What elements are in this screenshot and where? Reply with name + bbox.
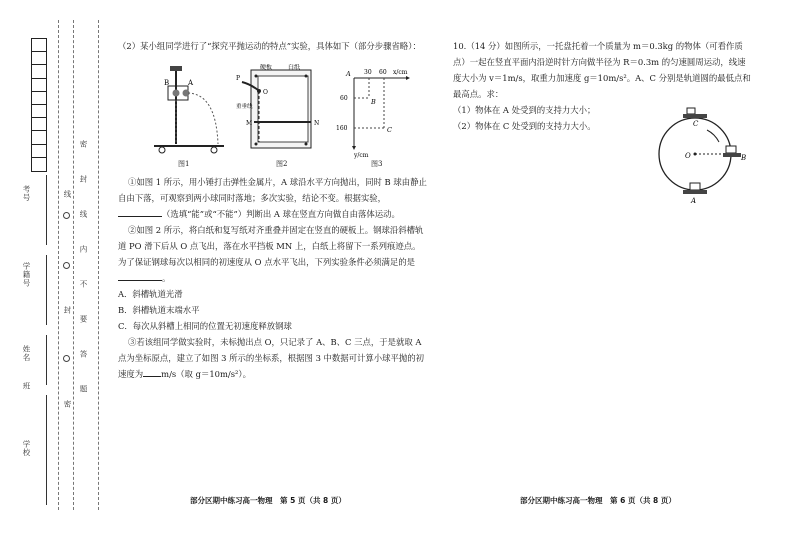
seal-circle bbox=[63, 355, 70, 362]
fig3-tick-30: 30 bbox=[364, 69, 372, 76]
fig3-label-B: B bbox=[371, 98, 376, 106]
question-part-2 bbox=[118, 222, 428, 286]
fig2-label-paper: 白纸 bbox=[288, 64, 301, 71]
q2-answer-blank[interactable] bbox=[118, 271, 162, 281]
fig2-label-P: P bbox=[236, 75, 241, 82]
circle-label-O: O bbox=[685, 152, 691, 160]
fig3-tick-y60: 60 bbox=[340, 95, 348, 102]
fig3-x-unit: x/cm bbox=[393, 69, 408, 76]
question-10-sub-1: （1）物体在 A 处受到的支持力大小； bbox=[453, 105, 596, 115]
fig2-label-board: 硬板 bbox=[260, 64, 273, 71]
seal-text-7: 答 bbox=[79, 350, 88, 359]
figure-2-caption: 图2 bbox=[276, 160, 288, 168]
exam-number-grid[interactable] bbox=[31, 38, 47, 172]
exam-number-line bbox=[46, 175, 47, 245]
binding-strip bbox=[0, 0, 110, 540]
seal-dashed-line-3 bbox=[98, 20, 99, 510]
q2-text-a: ②如图 2 所示，将白纸和复写纸对齐重叠并固定在竖直的硬板上。钢球沿斜槽轨道 PO 滑下后从 O 点飞出，落在水平挡板 MN 上，白纸上将留下一系列痕迹点。为了保证钢球每次以相同的初速度从 O 点水平飞出，下列实验条件必须满足的是 bbox=[118, 225, 424, 267]
line-text-2: 封 bbox=[63, 306, 72, 315]
seal-text-1: 密 bbox=[79, 140, 88, 149]
school-label: 学校 bbox=[22, 440, 31, 457]
seal-circle bbox=[63, 262, 70, 269]
seal-circle bbox=[63, 212, 70, 219]
fig3-label-A: A bbox=[346, 70, 351, 78]
student-id-label: 学籍号 bbox=[22, 262, 31, 288]
circle-label-B: B bbox=[741, 154, 747, 162]
q1-text-a: ①如图 1 所示，用小锤打击弹性金属片，A 球沿水平方向抛出，同时 B 球由静止自由下落，可观察到两小球同时落地；多次实验，结论不变。根据实验， bbox=[118, 177, 427, 203]
question-part-1 bbox=[118, 174, 428, 222]
circle-label-C: C bbox=[693, 120, 699, 128]
figure-3-caption: 图3 bbox=[371, 160, 383, 168]
question-10-sub-2: （2）物体在 C 处受到的支持力大小。 bbox=[453, 121, 596, 131]
figure-3-coordinates bbox=[336, 64, 416, 160]
option-b: B．斜槽轨道末端水平 bbox=[118, 305, 200, 315]
right-page-footer: 部分区期中练习高一物理 第 6 页（共 8 页） bbox=[520, 496, 676, 505]
question-intro: （2）某小组同学进行了“探究平抛运动的特点”实验，具体如下（部分步骤省略）： bbox=[118, 41, 421, 51]
line-text-3: 密 bbox=[63, 400, 72, 409]
fig2-label-vertical: 重垂线 bbox=[236, 104, 253, 110]
fig1-label-B: B bbox=[164, 79, 170, 87]
q1-text-b: （选填“能”或“不能”）判断出 A 球在竖直方向做自由落体运动。 bbox=[162, 209, 400, 219]
question-part-3 bbox=[118, 334, 428, 382]
seal-dashed-line bbox=[58, 20, 59, 510]
q3-text-b: m/s（取 g＝10m/s²）。 bbox=[161, 369, 251, 379]
class-line bbox=[46, 335, 47, 385]
seal-text-3: 线 bbox=[79, 210, 88, 219]
seal-text-4: 内 bbox=[79, 245, 88, 254]
name-label: 姓名 bbox=[22, 345, 31, 362]
seal-text-5: 不 bbox=[79, 280, 88, 289]
option-a: A．斜槽轨道光滑 bbox=[118, 289, 183, 299]
student-id-line bbox=[46, 255, 47, 325]
q2-text-b: 。 bbox=[162, 273, 171, 283]
circle-label-A: A bbox=[691, 197, 697, 205]
q3-text-a: ③若该组同学做实验时，未标抛出点 O，只记录了 A、B、C 三点，于是就取 A 点为坐标原点，建立了如图 3 所示的坐标系，根据图 3 中数据可计算小球平抛的初速度为 bbox=[118, 337, 425, 379]
left-column bbox=[118, 38, 428, 382]
circular-motion-diagram bbox=[645, 100, 755, 210]
seal-text-2: 封 bbox=[79, 175, 88, 184]
question-10-text: 10.（14 分）如图所示，一托盘托着一个质量为 m＝0.3kg 的物体（可看作质点）一起在竖直平面内沿逆时针方向做半径为 R＝0.3m 的匀速圆周运动，线速度大小为 v＝1m/s，取重力加速度 g＝10m/s²。A、C 分别是轨道圆的最低点和最高点。求： bbox=[453, 41, 751, 99]
q1-answer-blank[interactable] bbox=[118, 207, 162, 217]
fig3-tick-60: 60 bbox=[379, 69, 387, 76]
fig1-label-A: A bbox=[188, 79, 194, 87]
seal-dashed-line-2 bbox=[73, 20, 74, 510]
seal-text-8: 题 bbox=[79, 385, 88, 394]
fig3-label-C: C bbox=[387, 126, 392, 134]
class-label: 班 bbox=[22, 382, 31, 391]
line-text-1: 线 bbox=[63, 190, 72, 199]
figure-1-apparatus bbox=[146, 64, 226, 160]
fig2-label-O: O bbox=[263, 89, 268, 96]
seal-text-6: 要 bbox=[79, 315, 88, 324]
school-line bbox=[46, 395, 47, 505]
fig2-label-M: M bbox=[246, 120, 253, 127]
fig2-label-N: N bbox=[314, 120, 320, 127]
figure-1-caption: 图1 bbox=[178, 160, 190, 168]
exam-number-label: 考号 bbox=[22, 185, 31, 202]
figures-row bbox=[118, 60, 428, 168]
q3-answer-blank[interactable] bbox=[143, 367, 161, 377]
option-c: C．每次从斜槽上相同的位置无初速度释放钢球 bbox=[118, 321, 292, 331]
figure-2-apparatus bbox=[236, 64, 326, 160]
fig3-y-unit: y/cm bbox=[354, 152, 369, 159]
fig3-tick-y160: 160 bbox=[336, 125, 348, 132]
left-page-footer: 部分区期中练习高一物理 第 5 页（共 8 页） bbox=[190, 496, 346, 505]
